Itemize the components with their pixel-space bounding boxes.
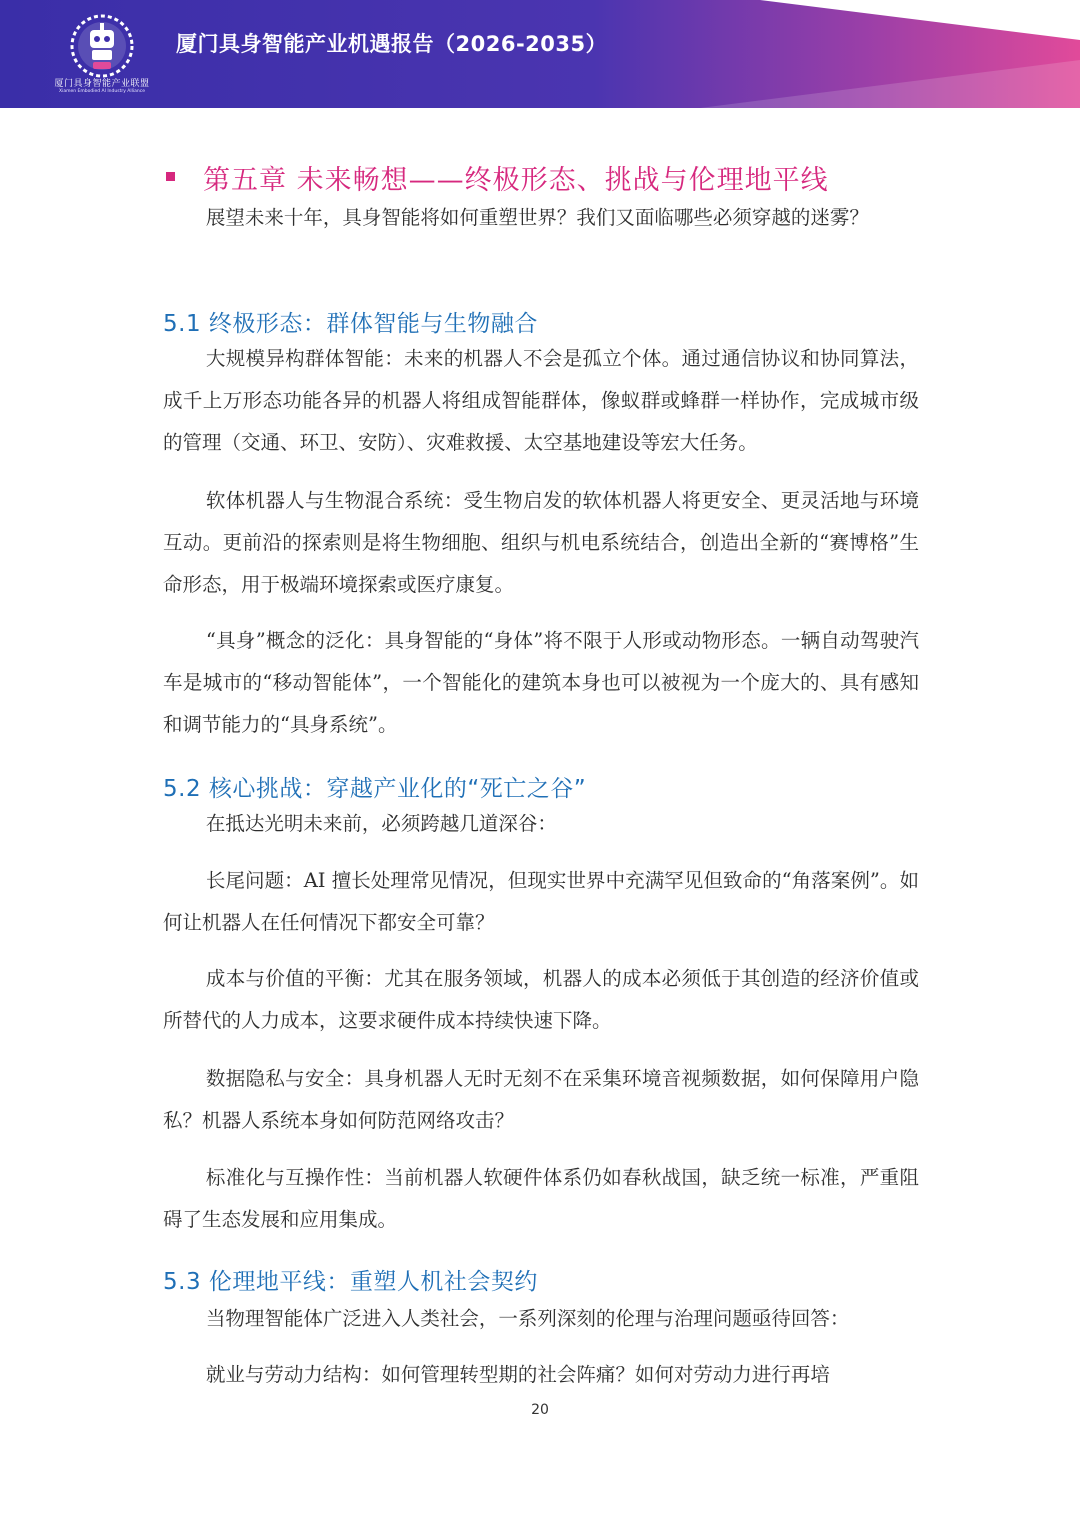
page-number: 20 [531, 1402, 549, 1418]
section-title-5-3: 5.3 伦理地平线：重塑人机社会契约 [163, 1269, 538, 1295]
paragraph: 标准化与互操作性：当前机器人软硬件体系仍如春秋战国，缺乏统一标准，严重阻碍了生态发展和应用集成。 [163, 1166, 919, 1231]
section-title-5-1: 5.1 终极形态：群体智能与生物融合 [163, 311, 538, 337]
paragraph: 成本与价值的平衡：尤其在服务领域，机器人的成本必须低于其创造的经济价值或所替代的人力成本，这要求硬件成本持续快速下降。 [163, 967, 919, 1032]
paragraph: “具身”概念的泛化：具身智能的“身体”将不限于人形或动物形态。一辆自动驾驶汽车是城市的“移动智能体”，一个智能化的建筑本身也可以被视为一个庞大的、具有感知和调节能力的“具身系统”。 [163, 629, 919, 736]
chapter-title: 第五章 未来畅想——终极形态、挑战与伦理地平线 [203, 165, 829, 196]
logo-english-name: Xiamen Embodied AI Industry Alliance [59, 89, 145, 94]
chapter-bullet-marker [166, 172, 175, 181]
chapter-intro-paragraph: 展望未来十年，具身智能将如何重塑世界？我们又面临哪些必须穿越的迷雾？ [205, 206, 869, 229]
paragraph: 软体机器人与生物混合系统：受生物启发的软体机器人将更安全、更灵活地与环境互动。更前沿的探索则是将生物细胞、组织与机电系统结合，创造出全新的“赛博格”生命形态，用于极端环境探索或医疗康复。 [163, 489, 919, 596]
logo-chinese-name: 厦门具身智能产业联盟 [54, 79, 150, 89]
paragraph: 在抵达光明未来前，必须跨越几道深谷： [205, 812, 557, 835]
paragraph: 就业与劳动力结构：如何管理转型期的社会阵痛？如何对劳动力进行再培 [205, 1363, 830, 1386]
paragraph: 长尾问题：AI 擅长处理常见情况，但现实世界中充满罕见但致命的“角落案例”。如何让机器人在任何情况下都安全可靠？ [163, 869, 919, 934]
report-title: 厦门具身智能产业机遇报告（2026-2035） [176, 32, 608, 56]
section-title-5-2: 5.2 核心挑战：穿越产业化的“死亡之谷” [163, 776, 587, 802]
paragraph: 当物理智能体广泛进入人类社会，一系列深刻的伦理与治理问题亟待回答： [205, 1307, 850, 1330]
paragraph: 数据隐私与安全：具身机器人无时无刻不在采集环境音视频数据，如何保障用户隐私？机器人系统本身如何防范网络攻击？ [163, 1067, 919, 1132]
paragraph: 大规模异构群体智能：未来的机器人不会是孤立个体。通过通信协议和协同算法，成千上万形态功能各异的机器人将组成智能群体，像蚁群或蜂群一样协作，完成城市级的管理（交通、环卫、安防）、灾难救援、太空基地建设等宏大任务。 [163, 347, 919, 454]
